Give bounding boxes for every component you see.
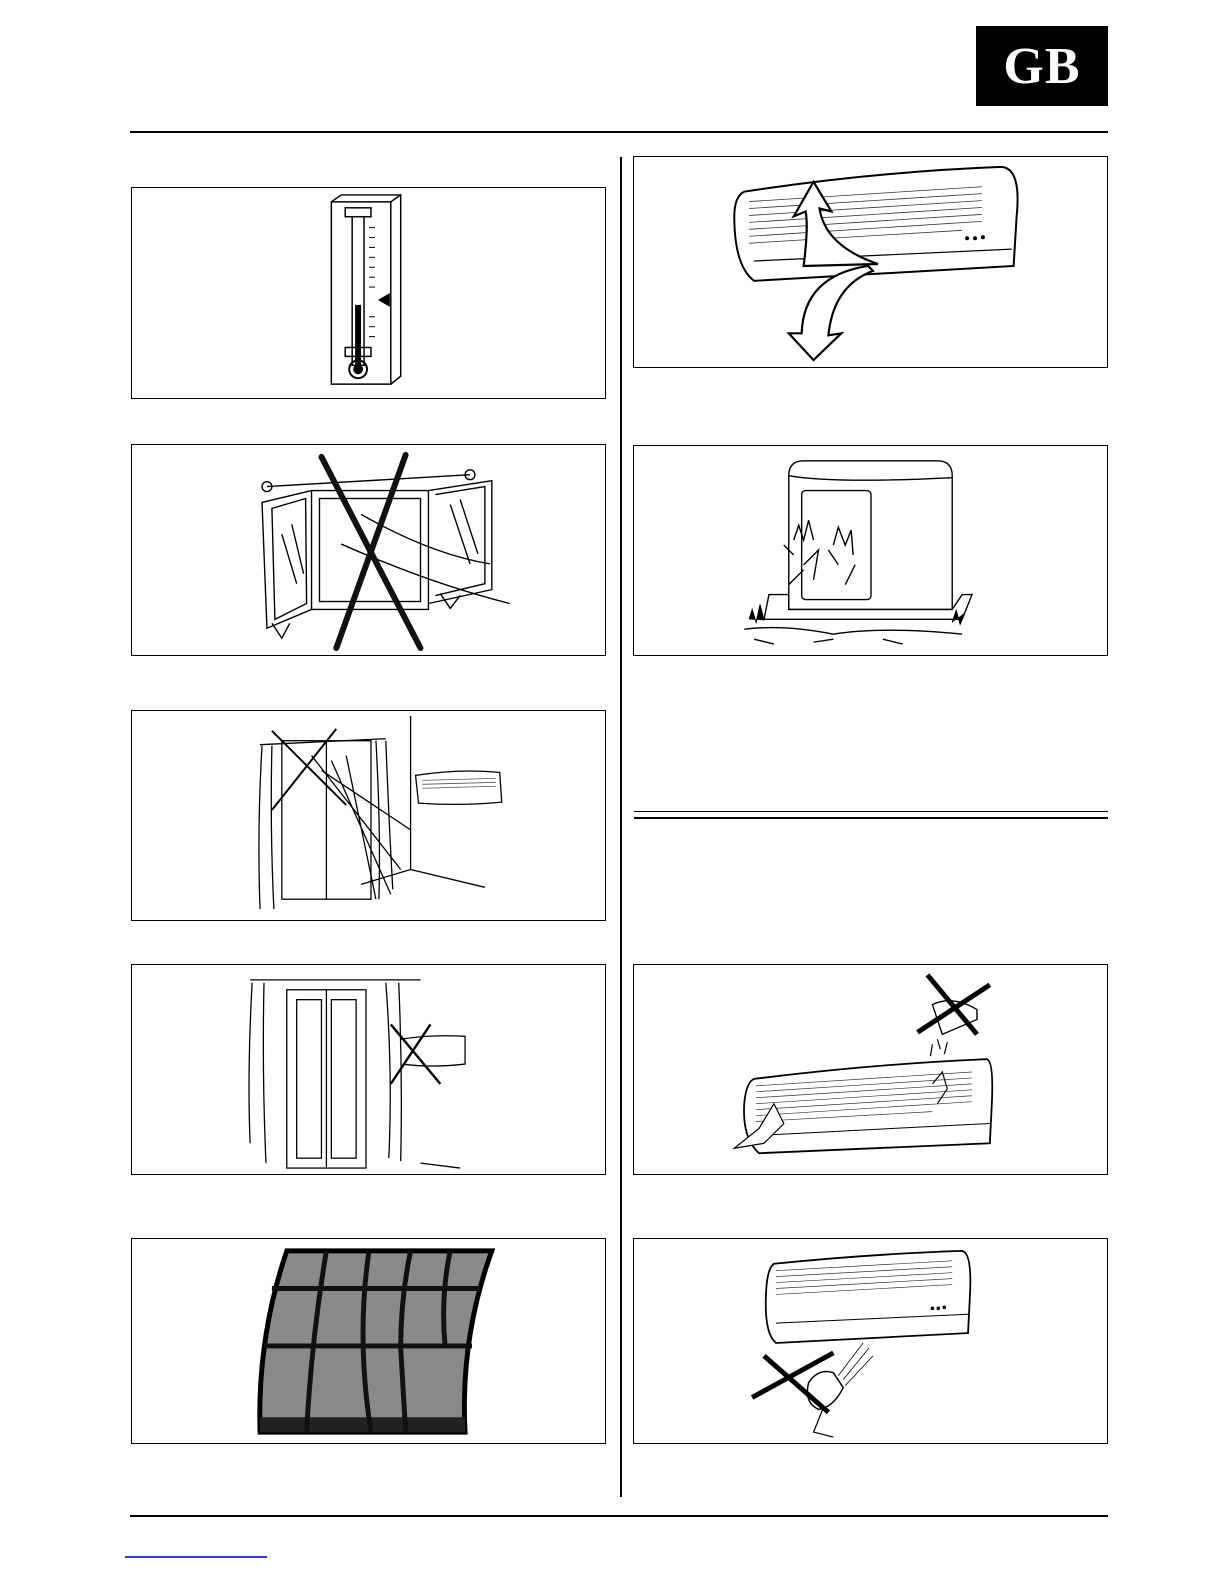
curtain-unit-icon <box>132 965 605 1174</box>
figure-thermometer <box>131 187 606 399</box>
section-rule-top <box>634 811 1108 812</box>
spray-unit-icon <box>634 1239 1107 1443</box>
language-badge <box>976 26 1108 106</box>
footer-link-underline[interactable] <box>125 1556 267 1558</box>
language-code: GB <box>1003 37 1081 95</box>
wet-cleaning-icon <box>634 965 1107 1174</box>
figure-open-window <box>131 444 606 656</box>
figure-curtain-unit <box>131 964 606 1175</box>
footer-rule <box>130 1515 1108 1517</box>
thermometer-icon <box>132 188 605 398</box>
figure-curtain-door <box>131 710 606 921</box>
open-window-icon <box>132 445 605 655</box>
figure-airflow-unit <box>633 156 1108 368</box>
figure-spray-unit <box>633 1238 1108 1444</box>
header-rule <box>130 131 1108 133</box>
section-rule-bottom <box>634 817 1108 819</box>
airflow-unit-icon <box>634 157 1107 367</box>
figure-outdoor-unit <box>633 445 1108 656</box>
figure-air-filter <box>131 1238 606 1444</box>
outdoor-unit-icon <box>634 446 1107 655</box>
air-filter-icon <box>132 1239 605 1443</box>
curtain-door-icon <box>132 711 605 920</box>
figure-wet-cleaning <box>633 964 1108 1175</box>
column-divider <box>620 157 622 1497</box>
